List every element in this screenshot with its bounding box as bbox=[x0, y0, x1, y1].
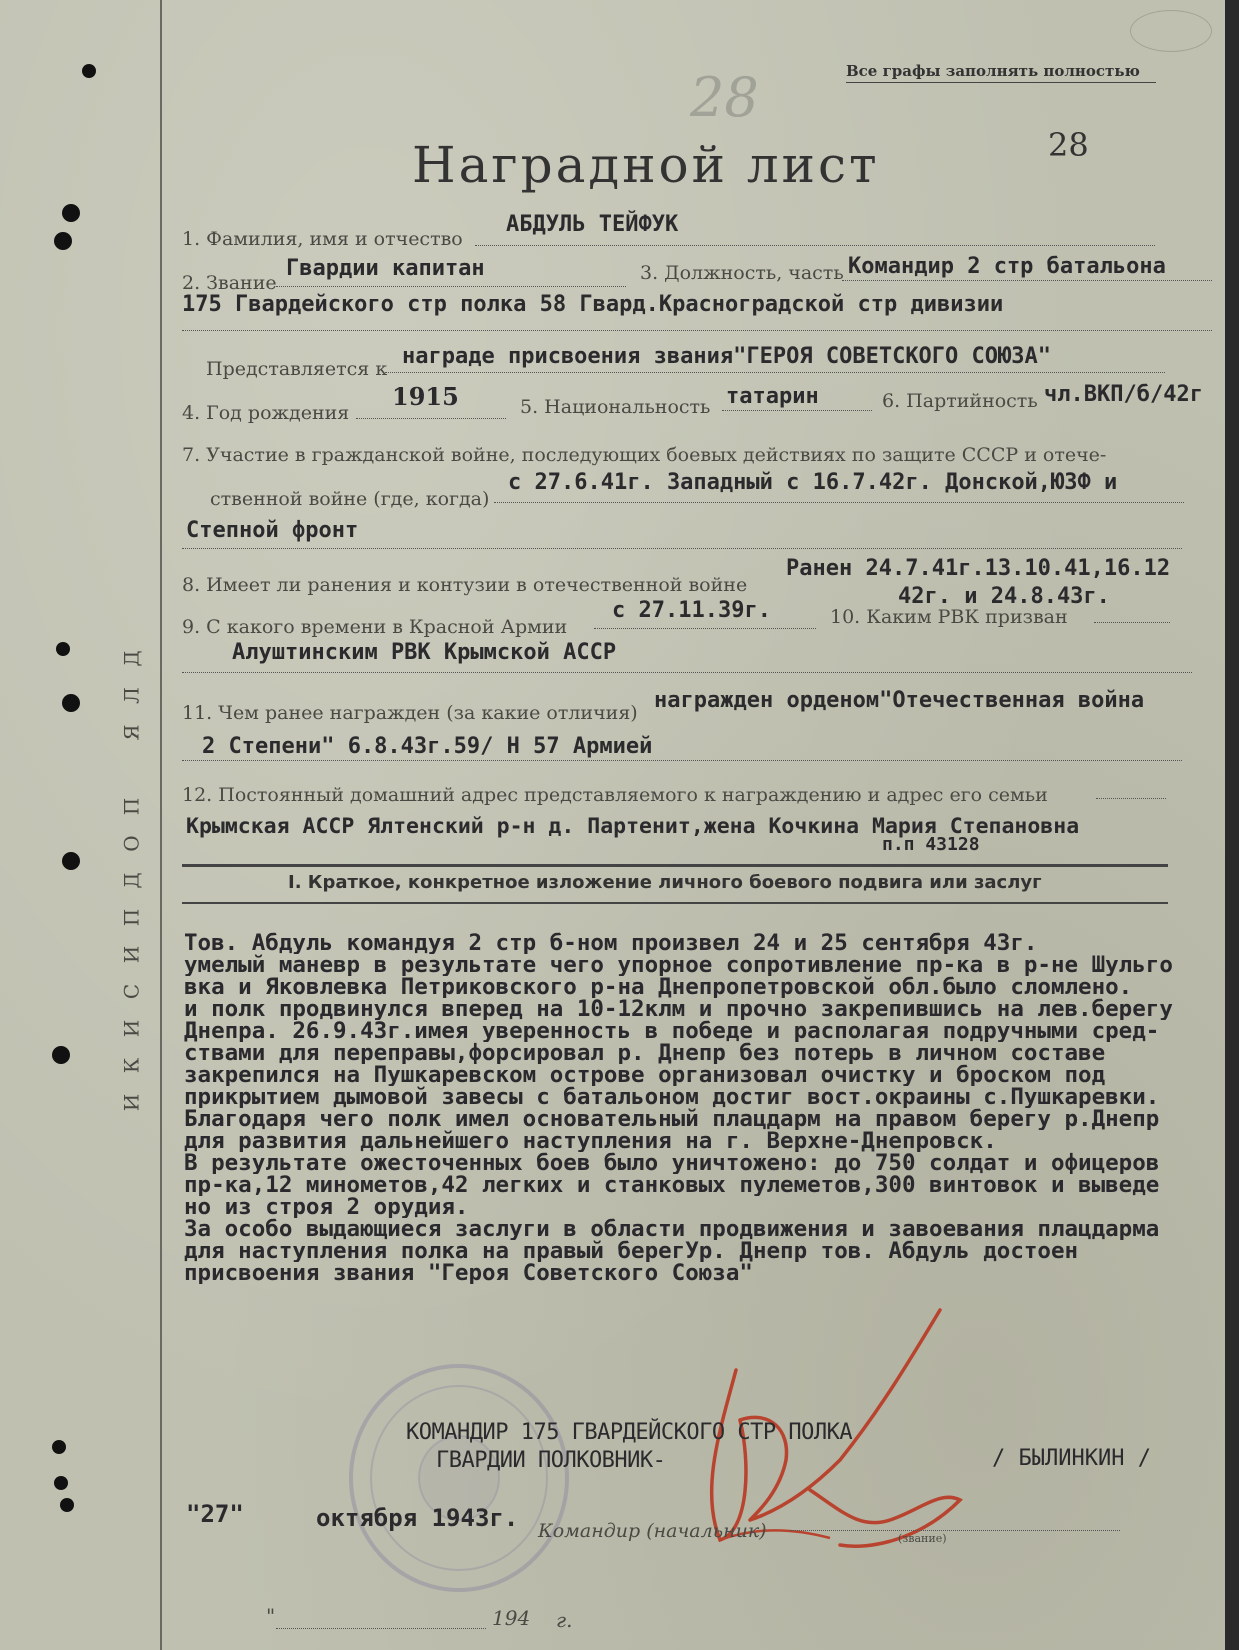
header-note-underline bbox=[846, 82, 1156, 83]
field-10-cont-line bbox=[182, 672, 1192, 673]
punch-hole bbox=[56, 642, 70, 656]
field-3-label: 3. Должность, часть bbox=[640, 262, 844, 284]
punch-hole bbox=[54, 232, 72, 250]
punch-hole bbox=[52, 1046, 70, 1064]
narrative-text bbox=[184, 932, 1229, 1284]
field-5-value: татарин bbox=[726, 384, 819, 409]
narrative-line: закрепился на Пушкаревском острове организовал очистку и броском под bbox=[184, 1064, 1106, 1086]
narrative-line: Днепра. 26.9.43г.имея уверенность в победе и располагая подручными сред- bbox=[184, 1020, 1160, 1042]
field-11-value-1: награжден орденом"Отечественная война bbox=[654, 688, 1145, 713]
field-7-line-1 bbox=[494, 502, 1184, 503]
side-label-letter: П bbox=[119, 908, 144, 927]
side-label-letter: И bbox=[119, 945, 144, 964]
commander-title-2: ГВАРДИИ ПОЛКОВНИК- bbox=[436, 1448, 666, 1473]
commander-caption: Командир (начальник) bbox=[538, 1520, 767, 1542]
field-5-label: 5. Национальность bbox=[520, 396, 711, 418]
field-2-value: Гвардии капитан bbox=[286, 256, 485, 281]
side-label-letter: Д bbox=[119, 872, 144, 889]
field-11-line bbox=[182, 760, 1182, 761]
field-8-label: 8. Имеет ли ранения и контузии в отечественной войне bbox=[182, 574, 748, 596]
footer-quote: " bbox=[266, 1604, 276, 1628]
field-12-line bbox=[1096, 798, 1166, 799]
section-rule-bottom bbox=[182, 902, 1168, 904]
punch-hole bbox=[62, 852, 80, 870]
field-11-label: 11. Чем ранее награжден (за какие отличия) bbox=[182, 702, 638, 724]
field-3-line bbox=[842, 280, 1212, 281]
field-1-value: АБДУЛЬ ТЕЙФУК bbox=[506, 212, 679, 237]
field-10-label: 10. Каким РВК призван bbox=[830, 606, 1068, 628]
commander-title-1: КОМАНДИР 175 ГВАРДЕЙСКОГО СТР ПОЛКА bbox=[406, 1420, 853, 1445]
narrative-line: В результате ожесточенных боев было уничтожено: до 750 солдат и офицеров bbox=[184, 1152, 1160, 1174]
section-heading: I. Краткое, конкретное изложение личного боевого подвига или заслуг bbox=[288, 872, 1042, 893]
side-label-letter: Я bbox=[119, 724, 144, 741]
field-3-value-cont: 175 Гвардейского стр полка 58 Гвард.Красноградской стр дивизии bbox=[182, 292, 1004, 317]
field-6-label: 6. Партийность bbox=[882, 390, 1038, 412]
field-12-value: Крымская АССР Ялтенский р-н д. Партенит,жена Кочкина Мария Степановна bbox=[186, 814, 1080, 839]
field-2-line bbox=[276, 286, 626, 287]
narrative-line: Благодаря чего полк имел основательный плацдарм на правом берегу р.Днепр bbox=[184, 1108, 1160, 1130]
field-7-label-1: 7. Участие в гражданской войне, последующих боевых действиях по защите СССР и отече- bbox=[182, 444, 1107, 466]
regimental-stamp bbox=[344, 1360, 574, 1600]
side-label-letter: П bbox=[119, 797, 144, 816]
header-note: Все графы заполнять полностью bbox=[846, 62, 1140, 80]
rank-caption: (звание) bbox=[898, 1532, 947, 1545]
field-9-value: с 27.11.39г. bbox=[612, 598, 771, 623]
punch-hole bbox=[82, 64, 96, 78]
narrative-line: но из строя 2 орудия. bbox=[184, 1196, 469, 1218]
field-11-value-2: 2 Степени" 6.8.43г.59/ Н 57 Армией bbox=[202, 734, 653, 759]
punch-hole bbox=[62, 204, 80, 222]
field-10-value: Алуштинским РВК Крымской АССР bbox=[232, 640, 617, 665]
side-label-letter: И bbox=[119, 1093, 144, 1112]
narrative-line: прикрытием дымовой завесы с батальоном достиг вост.окраины с.Пушкаревки. bbox=[184, 1086, 1160, 1108]
footer-line bbox=[276, 1628, 486, 1629]
narrative-line: для наступления полка на правый берегУр. Днепр тов. Абдуль достоен bbox=[184, 1240, 1079, 1262]
field-5-line bbox=[722, 410, 872, 411]
presented-label: Представляется к bbox=[206, 358, 388, 380]
sheet-number: 28 bbox=[1048, 126, 1089, 164]
field-4-value: 1915 bbox=[392, 382, 459, 411]
field-9-label: 9. С какого времени в Красной Армии bbox=[182, 616, 568, 638]
field-1-label: 1. Фамилия, имя и отчество bbox=[182, 228, 463, 250]
commander-name: / БЫЛИНКИН / bbox=[992, 1446, 1151, 1471]
signature-date-month-year: октября 1943г. bbox=[316, 1504, 519, 1532]
narrative-line: За особо выдающиеся заслуги в области продвижения и завоевания плацдарма bbox=[184, 1218, 1160, 1240]
signature-date-day: "27" bbox=[186, 1500, 244, 1528]
narrative-line: присвоения звания "Героя Советского Союза" bbox=[184, 1262, 753, 1284]
field-9-line bbox=[594, 628, 816, 629]
side-label-letter: С bbox=[119, 983, 144, 1000]
narrative-line: Тов. Абдуль командуя 2 стр б-ном произвел 24 и 25 сентября 43г. bbox=[184, 932, 1038, 954]
field-8-value-2: 42г. и 24.8.43г. bbox=[898, 584, 1110, 609]
punch-hole bbox=[52, 1440, 66, 1454]
field-3-value: Командир 2 стр батальона bbox=[848, 254, 1166, 279]
presented-value: награде присвоения звания"ГЕРОЯ СОВЕТСКОГО СОЮЗА" bbox=[402, 344, 1052, 369]
narrative-line: вка и Яковлевка Петриковского р-на Днепропетровской обл.было сломлено. bbox=[184, 976, 1133, 998]
margin-rule bbox=[160, 0, 162, 1650]
field-2-label: 2. Звание bbox=[182, 272, 277, 294]
sheet-corner-mark bbox=[1130, 10, 1212, 52]
field-12-label: 12. Постоянный домашний адрес представляемого к награждению и адрес его семьи bbox=[182, 784, 1048, 806]
field-4-line bbox=[356, 418, 506, 419]
side-label-letter: Л bbox=[119, 687, 144, 704]
side-label-letter: Д bbox=[119, 650, 144, 667]
punch-hole bbox=[62, 694, 80, 712]
field-7-line-2 bbox=[182, 548, 1182, 549]
narrative-line: для развития дальнейшего наступления на г. Верхне-Днепровск. bbox=[184, 1130, 997, 1152]
narrative-line: умелый маневр в результате чего упорное сопротивление пр-ка в р-не Шульго bbox=[184, 954, 1173, 976]
field-10-line bbox=[1094, 622, 1170, 623]
punch-hole bbox=[54, 1476, 68, 1490]
field-7-value-1: с 27.6.41г. Западный с 16.7.42г. Донской,ЮЗФ и bbox=[508, 470, 1118, 495]
narrative-line: пр-ка,12 минометов,42 легких и станковых пулеметов,300 винтовок и выведе bbox=[184, 1174, 1160, 1196]
field-3-cont-line bbox=[182, 330, 1212, 331]
field-6-value: чл.ВКП/б/42г bbox=[1044, 382, 1203, 407]
field-7-value-2: Степной фронт bbox=[186, 518, 359, 543]
field-8-value-1: Ранен 24.7.41г.13.10.41,16.12 bbox=[786, 556, 1171, 581]
footer-suffix: г. bbox=[556, 1608, 573, 1632]
field-4-label: 4. Год рождения bbox=[182, 402, 350, 424]
presented-line bbox=[385, 372, 1165, 373]
footer-year: 194 bbox=[492, 1606, 531, 1630]
side-label-vertical bbox=[118, 640, 158, 1160]
field-7-label-2: ственной войне (где, когда) bbox=[210, 488, 490, 510]
side-label-letter: К bbox=[119, 1057, 144, 1074]
field-12-postal: п.п 43128 bbox=[882, 834, 980, 855]
section-rule-top bbox=[182, 864, 1168, 867]
narrative-line: ствами для переправы,форсировал р. Днепр без потерь в личном составе bbox=[184, 1042, 1106, 1064]
side-label-letter: О bbox=[119, 835, 144, 852]
field-1-line bbox=[475, 245, 1155, 246]
rank-line bbox=[790, 1530, 1120, 1531]
side-label-letter: И bbox=[119, 1019, 144, 1038]
side-label-letter bbox=[120, 750, 157, 790]
pencil-number: 28 bbox=[690, 66, 759, 129]
narrative-line: и полк продвинулся вперед на 10-12клм и прочно закрепившись на лев.берегу bbox=[184, 998, 1173, 1020]
page-title: Наградной лист bbox=[412, 136, 880, 194]
punch-hole bbox=[60, 1498, 74, 1512]
